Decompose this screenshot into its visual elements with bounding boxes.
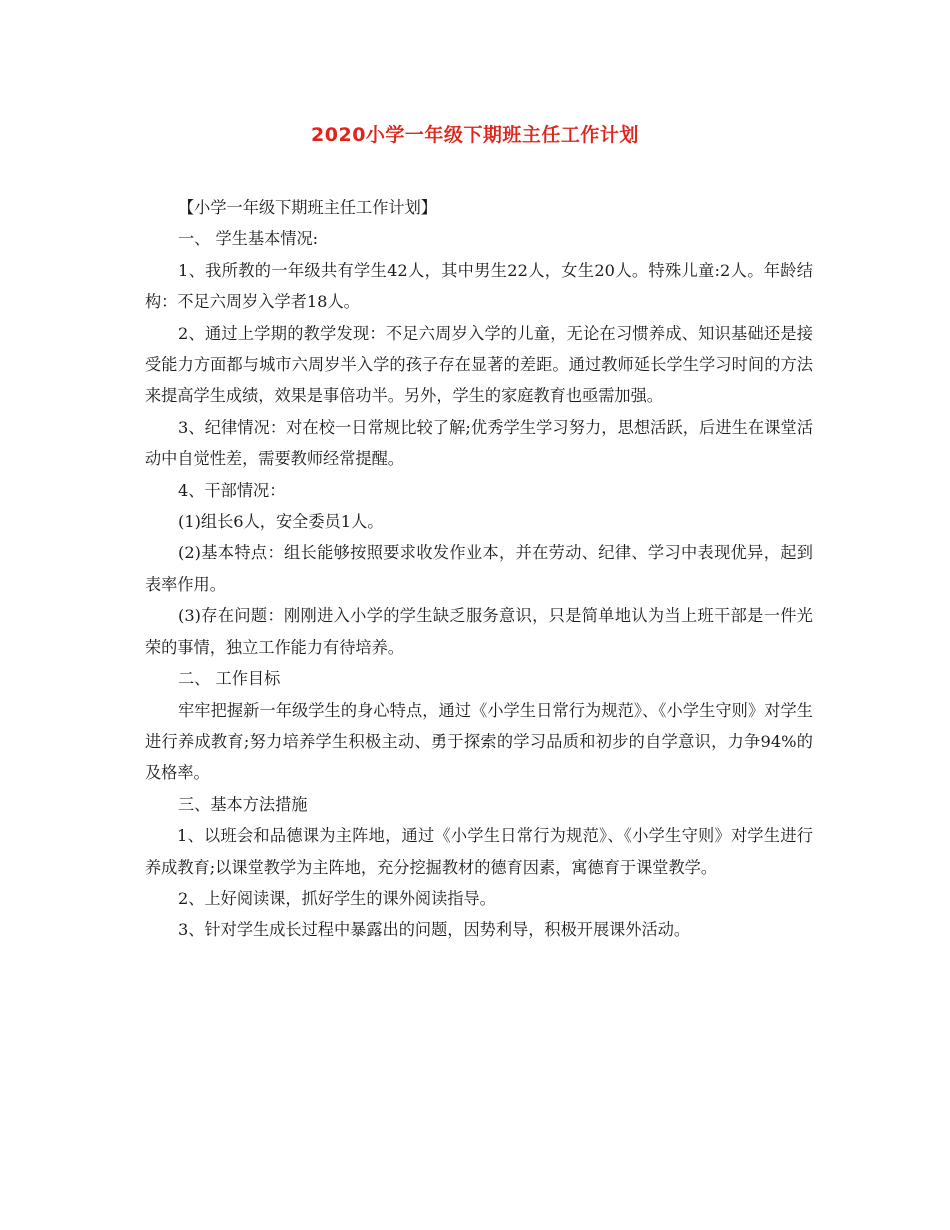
paragraph-discipline: 3、纪律情况：对在校一日常规比较了解;优秀学生学习努力，思想活跃，后进生在课堂活动中自觉性差，需要教师经常提醒。: [145, 417, 813, 469]
paragraph-method-2: 2、上好阅读课，抓好学生的课外阅读指导。: [178, 888, 496, 908]
paragraph-heading-bracket: 【小学一年级下期班主任工作计划】: [178, 198, 437, 217]
document-body: [145, 192, 813, 946]
paragraph-method-3: 3、针对学生成长过程中暴露出的问题，因势利导，积极开展课外活动。: [178, 920, 691, 940]
paragraph-student-count: 1、我所教的一年级共有学生42人，其中男生22人，女生20人。特殊儿童:2人。年龄结构：不足六周岁入学者18人。: [145, 260, 813, 312]
section-heading-student-situation: 一、 学生基本情况:: [178, 229, 319, 249]
paragraph-method-1: 1、以班会和品德课为主阵地，通过《小学生日常行为规范》、《小学生守则》对学生进行养成教育;以课堂教学为主阵地，充分挖掘教材的德育因素，寓德育于课堂教学。: [145, 826, 813, 877]
paragraph-teaching-findings: 2、通过上学期的教学发现：不足六周岁入学的儿童，无论在习惯养成、知识基础还是接受能力方面都与城市六周岁半入学的孩子存在显著的差距。通过教师延长学生学习时间的方法来提高学生成绩，效果是事倍功半。另外，学生的家庭教育也亟需加强。: [145, 323, 813, 406]
paragraph-cadre-problems: (3)存在问题：刚刚进入小学的学生缺乏服务意识，只是简单地认为当上班干部是一件光荣的事情，独立工作能力有待培养。: [145, 606, 813, 657]
section-heading-work-goals: 二、 工作目标: [178, 669, 281, 689]
paragraph-cadre-features: (2)基本特点：组长能够按照要求收发作业本，并在劳动、纪律、学习中表现优异，起到表率作用。: [145, 543, 813, 594]
paragraph-cadre-heading: 4、干部情况：: [178, 480, 286, 500]
section-heading-methods: 三、基本方法措施: [178, 794, 308, 814]
paragraph-work-goals: 牢牢把握新一年级学生的身心特点，通过《小学生日常行为规范》、《小学生守则》对学生进行养成教育;努力培养学生积极主动、勇于探索的学习品质和初步的自学意识，力争94%的及格率。: [145, 700, 813, 783]
document-title: 2020小学一年级下期班主任工作计划: [311, 124, 639, 146]
paragraph-cadre-count: (1)组长6人，安全委员1人。: [178, 512, 384, 532]
